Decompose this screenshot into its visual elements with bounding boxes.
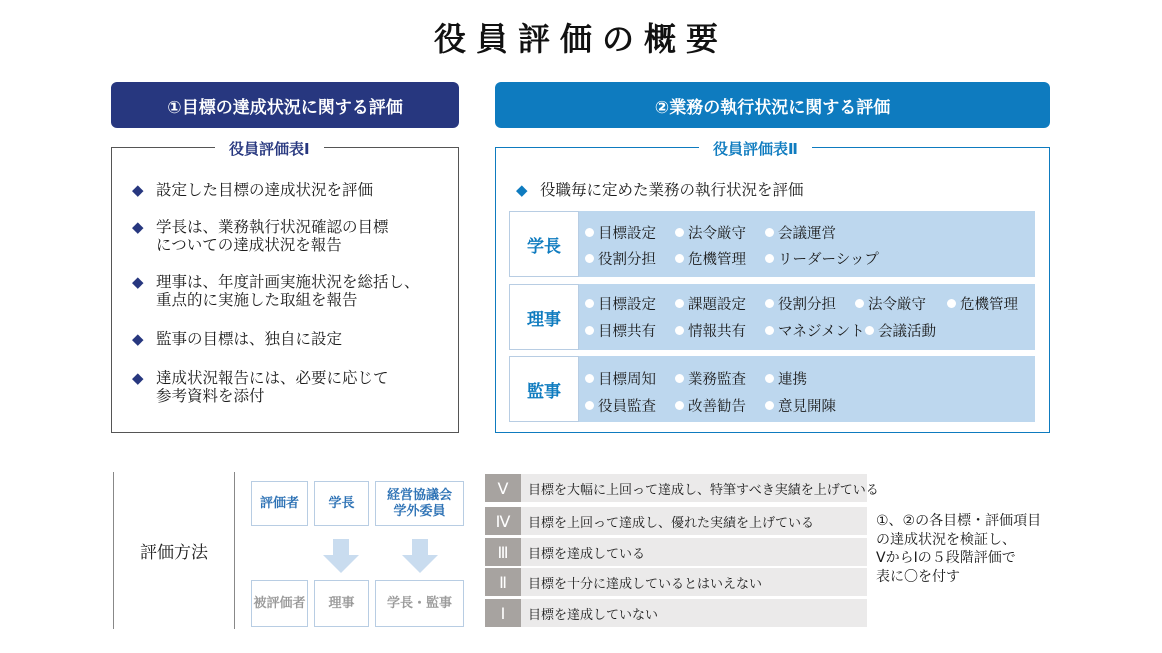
evaluator-president-box: 学長 bbox=[314, 481, 369, 526]
down-arrow-icon bbox=[402, 539, 438, 573]
grade-description: 目標を大幅に上回って達成し、特筆すべき実績を上げている bbox=[521, 474, 867, 502]
role-items bbox=[579, 356, 1035, 422]
evaluation-note: ①、②の各目標・評価項目 の達成状況を検証し、 ⅤからⅠの５段階評価で 表に〇を付す bbox=[876, 513, 1042, 585]
role-item: 危機管理 bbox=[947, 293, 1018, 314]
grade-row bbox=[485, 507, 867, 535]
role-item: 役割分担 bbox=[765, 293, 836, 314]
diamond-bullet-icon: ◆ bbox=[516, 181, 528, 199]
evaluation-table-2-panel bbox=[495, 140, 1050, 433]
panel-title-2: 役員評価表Ⅱ bbox=[699, 138, 812, 159]
role-item: 役割分担 bbox=[585, 248, 656, 269]
grade-description: 目標を十分に達成しているとはいえない bbox=[521, 568, 867, 596]
page-title: 役員評価の概要 bbox=[433, 20, 728, 58]
method-label: 評価方法 bbox=[140, 543, 208, 563]
role-items bbox=[579, 284, 1035, 350]
role-item: 法令厳守 bbox=[855, 293, 926, 314]
role-item: 法令厳守 bbox=[675, 222, 746, 243]
role-item: リーダーシップ bbox=[765, 248, 879, 269]
grade-row bbox=[485, 538, 867, 566]
evaluator-header-box: 評価者 bbox=[251, 481, 308, 526]
grade-level: Ⅳ bbox=[485, 507, 521, 535]
role-items bbox=[579, 211, 1035, 277]
role-item: 会議運営 bbox=[765, 222, 836, 243]
diamond-bullet-icon: ◆ bbox=[132, 330, 144, 348]
role-item: 目標周知 bbox=[585, 368, 656, 389]
section1-header: ①目標の達成状況に関する評価 bbox=[111, 82, 459, 128]
bullet-item: ◆ 理事は、年度計画実施状況を総括し、 重点的に実施した取組を報告 bbox=[132, 273, 420, 309]
role-item: 意見開陳 bbox=[765, 395, 836, 416]
role-item: 課題設定 bbox=[675, 293, 746, 314]
bullet-item: ◆ 達成状況報告には、必要に応じて 参考資料を添付 bbox=[132, 369, 389, 405]
role-item: マネジメント bbox=[765, 320, 865, 341]
grade-description: 目標を達成していない bbox=[521, 599, 867, 627]
grade-row bbox=[485, 568, 867, 596]
role-item: 情報共有 bbox=[675, 320, 746, 341]
grade-row bbox=[485, 599, 867, 627]
bullet-item: ◆ 監事の目標は、独自に設定 bbox=[132, 330, 343, 348]
grade-level: Ⅴ bbox=[485, 474, 521, 502]
role-row-auditor bbox=[509, 356, 1035, 422]
grade-row bbox=[485, 474, 879, 502]
role-row-director bbox=[509, 284, 1035, 350]
role-item: 業務監査 bbox=[675, 368, 746, 389]
down-arrow-icon bbox=[323, 539, 359, 573]
role-item: 役員監査 bbox=[585, 395, 656, 416]
role-item: 会議活動 bbox=[865, 320, 936, 341]
role-item: 連携 bbox=[765, 368, 807, 389]
role-item: 危機管理 bbox=[675, 248, 746, 269]
diamond-bullet-icon: ◆ bbox=[132, 273, 144, 291]
role-item: 目標設定 bbox=[585, 222, 656, 243]
grade-level: Ⅱ bbox=[485, 568, 521, 596]
role-item: 改善勧告 bbox=[675, 395, 746, 416]
role-name: 学長 bbox=[509, 211, 579, 277]
grade-description: 目標を上回って達成し、優れた実績を上げている bbox=[521, 507, 867, 535]
diamond-bullet-icon: ◆ bbox=[132, 218, 144, 236]
evaluator-council-box: 経営協議会 学外委員 bbox=[375, 481, 464, 526]
role-item: 目標共有 bbox=[585, 320, 656, 341]
role-name: 理事 bbox=[509, 284, 579, 350]
evaluation-table-1-panel bbox=[111, 140, 459, 433]
diamond-bullet-icon: ◆ bbox=[132, 369, 144, 387]
evaluated-header-box: 被評価者 bbox=[251, 580, 308, 627]
bullet-item: ◆ 役職毎に定めた業務の執行状況を評価 bbox=[516, 181, 804, 199]
grade-level: Ⅲ bbox=[485, 538, 521, 566]
bullet-item: ◆ 設定した目標の達成状況を評価 bbox=[132, 181, 374, 199]
bullet-item: ◆ 学長は、業務執行状況確認の目標 についての達成状況を報告 bbox=[132, 218, 389, 254]
evaluated-director-box: 理事 bbox=[314, 580, 369, 627]
role-name: 監事 bbox=[509, 356, 579, 422]
role-item: 目標設定 bbox=[585, 293, 656, 314]
diamond-bullet-icon: ◆ bbox=[132, 181, 144, 199]
panel-title-1: 役員評価表Ⅰ bbox=[215, 138, 324, 159]
grade-level: Ⅰ bbox=[485, 599, 521, 627]
grade-description: 目標を達成している bbox=[521, 538, 867, 566]
role-row-president bbox=[509, 211, 1035, 277]
evaluated-president-auditor-box: 学長・監事 bbox=[375, 580, 464, 627]
section2-header: ②業務の執行状況に関する評価 bbox=[495, 82, 1050, 128]
